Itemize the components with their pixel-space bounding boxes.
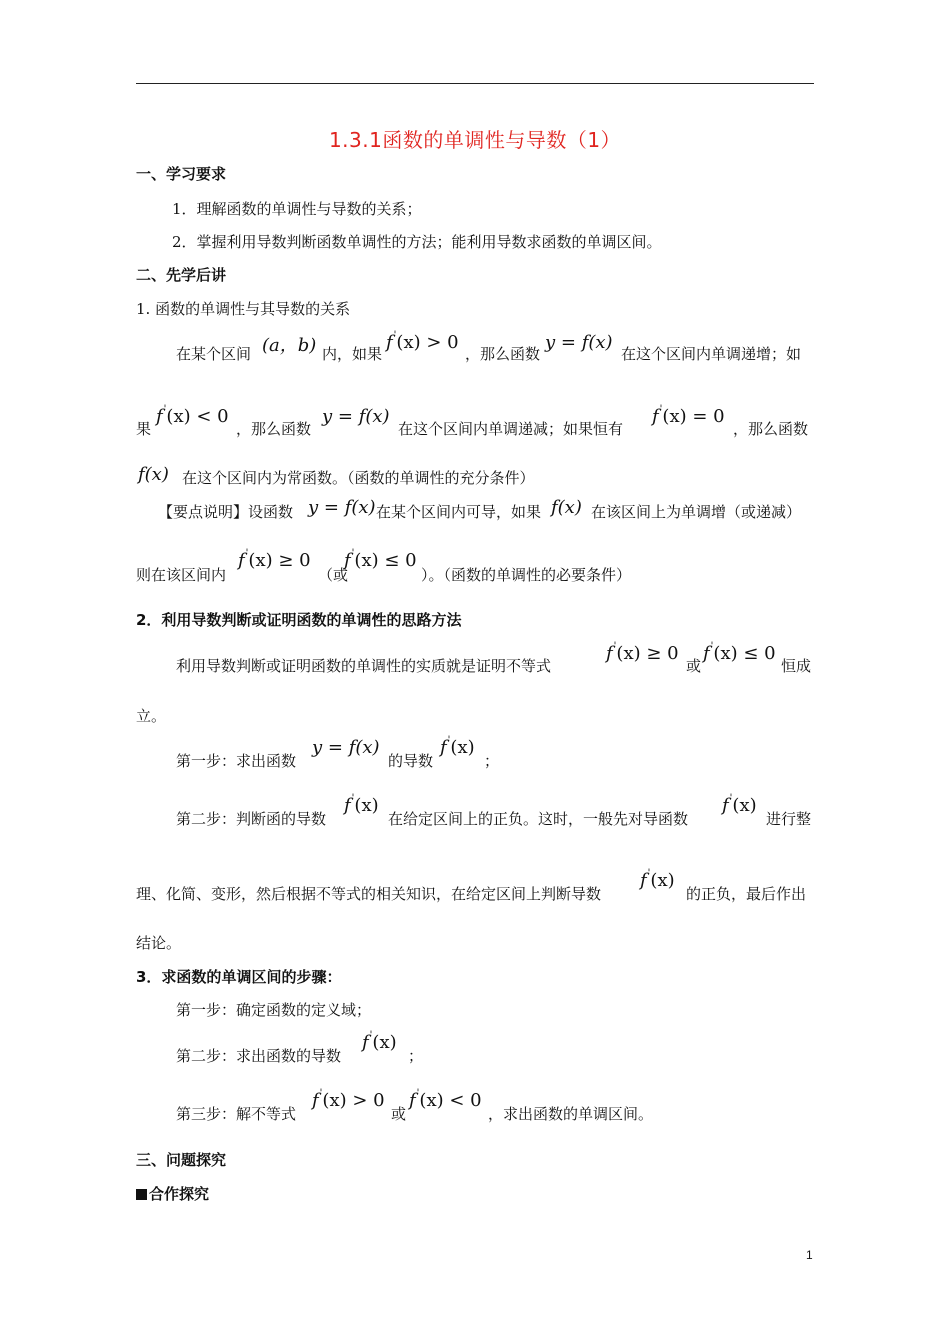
subsection-title-1: 1. 函数的单调性与其导数的关系 (136, 300, 351, 318)
math-fprime-ge0-2: f'(x) ≥ 0 (606, 641, 679, 664)
math-fprime-lt0-2: f'(x) < 0 (409, 1088, 482, 1111)
text-l1c: ，那么函数 (465, 345, 541, 363)
text-n1b: 在某个区间内可导，如果 (376, 503, 542, 521)
header-rule (136, 83, 814, 84)
text-p2: 立。 (136, 707, 167, 725)
math-fx: f(x) (138, 464, 169, 485)
text-l2b: ，那么函数 (236, 420, 312, 438)
text-p1c: 恒成 (781, 657, 812, 675)
square-bullet-icon (136, 1189, 147, 1200)
text-l1b: 内，如果 (322, 345, 383, 363)
cooperative-inquiry-heading: 合作探究 (136, 1183, 209, 1204)
section-heading-3: 三、问题探究 (136, 1151, 227, 1169)
text-s3-st1: 第一步：确定函数的定义域； (176, 1001, 372, 1019)
text-st2c: 进行整 (766, 810, 812, 828)
text-st1a: 第一步：求出函数 (176, 752, 297, 770)
text-st1b: 的导数 (388, 752, 434, 770)
text-st2a: 第二步：判断函的导数 (176, 810, 327, 828)
text-n1c: 在该区间上为单调增（或递减） (591, 503, 802, 521)
text-s3-st3b: 或 (391, 1105, 407, 1123)
subsection-title-3: 3．求函数的单调区间的步骤： (136, 968, 342, 986)
math-fprime-x-3: f'(x) (722, 793, 757, 816)
text-p1a: 利用导数判断或证明函数的单调性的实质就是证明不等式 (176, 657, 552, 675)
text-s3-st3c: ，求出函数的单调区间。 (488, 1105, 654, 1123)
text-st2b: 在给定区间上的正负。这时，一般先对导函数 (388, 810, 689, 828)
math-fprime-ge0: f'(x) ≥ 0 (238, 548, 311, 571)
text-st4: 结论。 (136, 934, 182, 952)
math-interval-ab: (a，b) (262, 335, 317, 356)
text-l2a: 果 (136, 420, 152, 438)
math-fprime-lt0: f'(x) < 0 (156, 404, 229, 427)
text-l1a: 在某个区间 (176, 345, 252, 363)
math-fprime-x: f'(x) (440, 735, 475, 758)
math-y-eq-fx-4: y = f(x) (312, 737, 380, 758)
text-s3-st2a: 第二步：求出函数的导数 (176, 1047, 342, 1065)
math-fprime-gt0: f'(x) > 0 (386, 330, 459, 353)
math-y-eq-fx-3: y = f(x) (308, 497, 376, 518)
math-fprime-x-2: f'(x) (344, 793, 379, 816)
text-n2a: 则在该区间内 (136, 566, 227, 584)
section-heading-2: 二、先学后讲 (136, 266, 227, 284)
text-l2d: ，那么函数 (733, 420, 809, 438)
math-y-eq-fx-2: y = f(x) (322, 406, 390, 427)
text-n2c: ）。（函数的单调性的必要条件） (421, 566, 632, 584)
text-l1d: 在这个区间内单调递增；如 (621, 345, 802, 363)
math-y-eq-fx: y = f(x) (545, 332, 613, 353)
page-number: 1 (806, 1248, 813, 1262)
math-fprime-x-4: f'(x) (640, 868, 675, 891)
requirement-item-2: 2．掌握利用导数判断函数单调性的方法；能利用导数求函数的单调区间。 (172, 233, 662, 251)
text-st3b: 的正负，最后作出 (686, 885, 807, 903)
text-n2b: （或 (318, 566, 349, 584)
section-heading-1: 一、学习要求 (136, 165, 227, 183)
math-fprime-x-5: f'(x) (362, 1030, 397, 1053)
math-fprime-eq0: f'(x) = 0 (652, 404, 725, 427)
requirement-item-1: 1．理解函数的单调性与导数的关系； (172, 200, 422, 218)
math-fprime-le0: f'(x) ≤ 0 (344, 548, 417, 571)
text-s3-st3a: 第三步：解不等式 (176, 1105, 297, 1123)
math-fprime-le0-2: f'(x) ≤ 0 (703, 641, 776, 664)
subsection-title-2: 2．利用导数判断或证明函数的单调性的思路方法 (136, 611, 462, 629)
text-s3-st2b: ； (408, 1047, 424, 1065)
text-st3a: 理、化简、变形，然后根据不等式的相关知识，在给定区间上判断导数 (136, 885, 602, 903)
math-fx-2: f(x) (551, 497, 582, 518)
math-fprime-gt0-2: f'(x) > 0 (312, 1088, 385, 1111)
text-st1c: ； (484, 752, 500, 770)
text-p1b: 或 (686, 657, 702, 675)
text-n1a: 【要点说明】设函数 (158, 503, 294, 521)
text-l2c: 在这个区间内单调递减；如果恒有 (398, 420, 624, 438)
text-l3b: 在这个区间内为常函数。（函数的单调性的充分条件） (182, 469, 535, 487)
page-title: 1.3.1函数的单调性与导数（1） (328, 128, 622, 152)
